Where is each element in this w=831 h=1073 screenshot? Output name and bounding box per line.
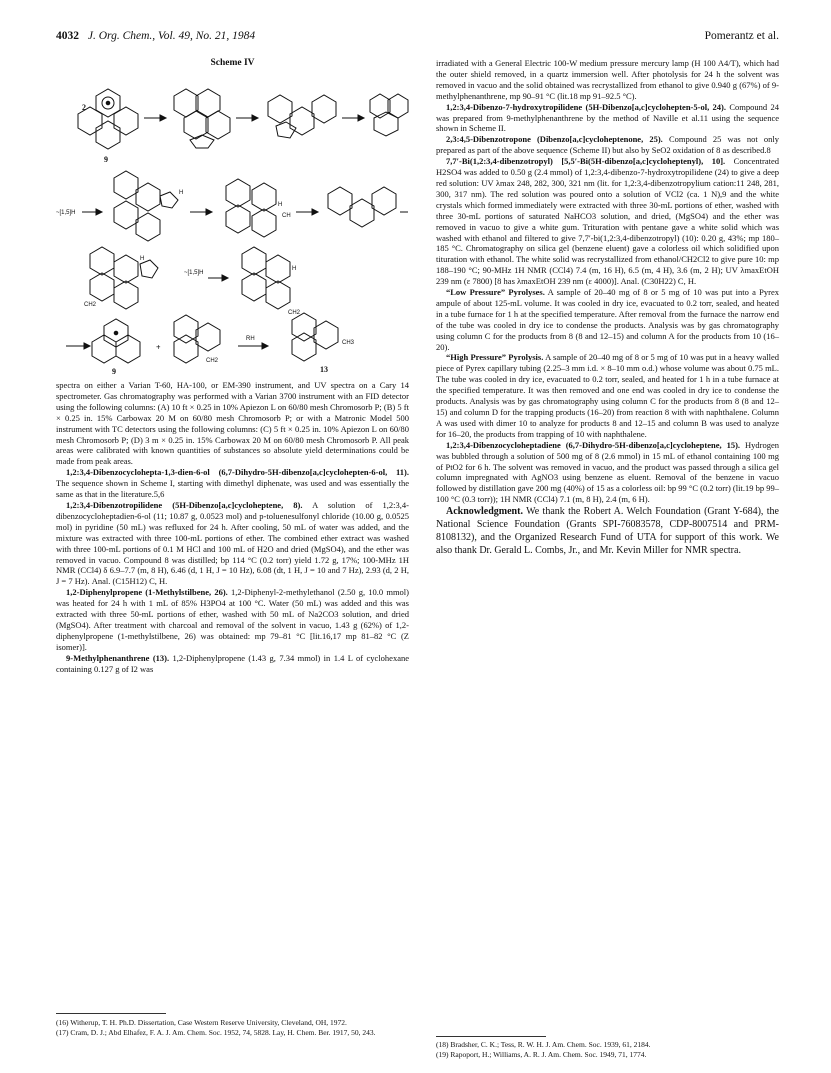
acknowledgment-heading: Acknowledgment. (446, 506, 523, 518)
high-pressure-body: A sample of 20–40 mg of 8 or 5 mg of 10 was put in a heavy walled piece of Pyrex capillary tubing (2.25–3 mm i.d. × 8–10 mm o.d.) whose volume was about 0.75 mL. The tube was cooled in dry ice, evacuated to 0.2 torr, sealed, and heated for 1 h in a tube furnace at the specified temperature. It was then removed and one end was cooled in dry ice to condense the products. Analysis was by gas chromatography using column C for the products from 8 (8 and 12–15) and column D for the trapping products (16–20) from reaction 8 with with naphthalene. Column A was used with dimer 10 to analyze for products 8 and 12–15 and column B was used to analyze for 16–20, the products from trapping of 10 with naphthalene. (436, 352, 780, 439)
arrow-head-9 (84, 343, 90, 349)
label-h-1: H (179, 190, 184, 196)
structure-row2-b (226, 179, 276, 237)
compound-26-heading: 1,2-Diphenylpropene (1-Methylstilbene, 26). (66, 587, 228, 598)
structure-2 (78, 89, 138, 149)
structure-13 (292, 313, 338, 361)
arrow-head-10 (262, 343, 268, 349)
compound-10-heading: 7,7′-Bi(1,2:3,4-dibenzotropyl) [5,5′-Bi(5H-dibenzo[a,c]cycloheptenyl), 10]. (446, 156, 726, 167)
compound-11-body: The sequence shown in Scheme I, starting with dimethyl diphenate, was used and was essentially the same as that in the literature.5,6 (56, 478, 409, 500)
footnotes-right (436, 1040, 779, 1059)
structure-row1-c (268, 95, 336, 138)
footnote-18: (18) Bradsher, C. K.; Tess, R. W. H. J. Am. Chem. Soc. 1939, 61, 2184. (436, 1040, 651, 1049)
acknowledgment-paragraph (436, 505, 779, 557)
footnote-16: (16) Witherup, T. H. Ph.D. Dissertation, Case Western Reserve University, Cleveland, OH, 1972. (56, 1018, 347, 1027)
label-9b: 9 (112, 367, 116, 376)
structure-row3-a (90, 247, 158, 309)
compound-10-body: Concentrated H2SO4 was added to 0.50 g (2.4 mmol) of 1,2:3,4-dibenzo-7-hydroxytropilidene (24) to give a deep red solution: UV λmax 248, 282, 300, 321 nm (lit. for 1,2:3,4-dibenzotropylium cation:11 248, 281, 300, 317 nm). The red solution was poured onto a solution of VCl2 (ca. 1 N),9 and the white crystals which formed immediately were extracted with three 30-mL portions of ether, washed with three 30-mL portions of saturated NaHCO3 solution, and dried, (MgSO4) and the ether was removed in vacuo to give a white gum. Trituration with pentane gave a white solid which was washed with ethanol and filtered to give 7,7′-bi(1,2:3,4-dibenzotropyl) (10): 0.20 g, 43%; mp 180–185 °C. Chromatography on silica gel (benzene eluent) gave a colorless oil which solidified upon tituration with ethanol. The white solid was recrystallized from ethanol/CH2Cl2 to give pure 10: mp 188–190 °C; 90-MHz 1H NMR (CCl4) 7.4 (m, 16 H), 6.5 (m, 4 H), 3.6 (m, 2 H); UV λmaxEtOH 239 nm (ε 7800) [8 has λmaxEtOH 239 nm (ε 4000)]. Anal. (C30H22) C, H. (436, 156, 779, 287)
label-2: 2 (82, 103, 86, 112)
compound-25-heading: 2,3:4,5-Dibenzotropone (Dibenzo[a,c]cycloheptenone, 25). (446, 134, 663, 145)
structure-row3-b (242, 247, 290, 309)
left-column (56, 380, 409, 674)
header-left (56, 30, 255, 42)
acknowledgment-body: We thank the Robert A. Welch Foundation (Grant Y-684), the National Science Foundation (Grants SPI-76083578, CDP-8007514 and PRM-8108132), and the Organized Research Fund of UTA for support of this work. We also thank Dr. Gerald L. Combs, Jr., and Mr. Kevin Miller for NMR spectra. (436, 506, 779, 557)
arrow-head-3 (358, 115, 364, 121)
compound-11-paragraph (56, 467, 409, 500)
low-pressure-heading: “Low Pressure” Pyrolyses. (446, 287, 545, 298)
page-number: 4032 (56, 30, 79, 42)
label-ch2-a: CH2 (84, 302, 97, 308)
arrow-head-1 (160, 115, 166, 121)
structure-row1-b (174, 89, 230, 148)
running-header (56, 30, 779, 46)
label-shift-1: ~[1,5]H (56, 210, 76, 216)
structure-row1-d (370, 94, 408, 136)
compound-15-paragraph (436, 440, 779, 505)
journal-citation: J. Org. Chem., Vol. 49, No. 21, 1984 (87, 30, 256, 42)
label-rh: RH (246, 336, 255, 342)
compound-25-paragraph (436, 134, 779, 156)
plus-sign: + (156, 343, 161, 352)
arrow-head-2 (252, 115, 258, 121)
label-h-2: H (278, 202, 283, 208)
arrow-head-6 (312, 209, 318, 215)
compound-8-paragraph (56, 500, 409, 587)
instrument-paragraph: spectra on either a Varian T-60, HA-100, or EM-390 instrument, and UV spectra on a Cary 14 spectrometer. Gas chromatography was performed with a Varian 3700 instrument with an FID detector using the following columns: (A) 10 ft × 0.25 in 10% Apiezon L on 60/80 mesh Chromosorb P; (B) 5 ft × 0.25 in. 15% Carbowax 20 M on 60/80 mesh Chromosorb P; or with a Matronic Model 500 instrument with TC detectors using the following columns: (C) 5 ft × 0.25 in. 10% Apiezon L on 60/80 mesh Chromosorb P; (D) 3 m × 0.25 in. 15% Carbowax 20 M on 60/80 mesh Chromosorb P. All peak areas were calibrated with known quantities of substances so absolute yield determinations could be made from peak areas. (56, 380, 409, 467)
label-9a: 9 (104, 155, 108, 164)
label-13: 13 (320, 365, 328, 374)
footnotes-left (56, 1018, 409, 1037)
arrow-head-8 (222, 275, 228, 281)
compound-26-body: 1,2-Diphenyl-2-methylethanol (2.50 g, 10.0 mmol) was heated for 24 h with 1 mL of 85% H3PO4 at 100 °C. Water (50 mL) was added and this was extracted with three 50-mL portions of ether, washed with 50 mL of Na2CO3 solution, and dried (MgSO4). After treatment with charcoal and removal of the solvent in vacuo, 1.43 g (62%) of 1,2-diphenylpropene (1-methylstilbene, 26) was obtained: mp 79–81 °C [lit.16,17 mp 81–82 °C (Z isomer)]. (56, 587, 409, 652)
photolysis-paragraph: irradiated with a General Electric 100-W medium pressure mercury lamp (H 100 A4/T), which had the outer shield removed, in a quartz immersion well. After photolysis for 24 h the solvent was removed in vacuo and the solid obtained was recrystallized from ethanol to give 0.940 g (67%) of 9-methylphenanthrene, mp 90–91 °C (lit.18 mp 91–92.5 °C). (436, 58, 779, 101)
right-column (436, 58, 779, 557)
label-ch3: CH3 (342, 340, 355, 346)
high-pressure-heading: “High Pressure” Pyrolysis. (446, 352, 544, 363)
compound-10-paragraph (436, 156, 779, 287)
compound-15-heading: 1,2:3,4-Dibenzocycloheptadiene (6,7-Dihydro-5H-dibenzo[a,c]cycloheptene, 15). (446, 439, 741, 450)
scheme-title: Scheme IV (210, 58, 255, 68)
structure-9 (92, 319, 140, 363)
compound-24-paragraph (436, 102, 779, 135)
low-pressure-body: A sample of 20–40 mg of 8 or 5 mg of 10 was put into a Pyrex ampule of about 125-mL volume. It was cooled in dry ice, evacuated to 0.2 torr, sealed, and heated in a tube furnace for 1 h at the specified temperature. After removal from the furnace the narrow end of the tube was cooled in dry ice to condense the products. Analysis was by gas chromatography using column C for the products from 8 (8 and 12–15) and column A for the products from 10 (16–20). (436, 287, 779, 352)
compound-8-heading: 1,2:3,4-Dibenzotropilidene (5H-Dibenzo[a,c]cycloheptene, 8). (66, 499, 303, 510)
footnote-17: (17) Cram, D. J.; Abd Elhafez, F. A. J. Am. Chem. Soc. 1952, 74, 5828. Lay, H. Chem. Ber. 1917, 50, 243. (56, 1027, 376, 1037)
structure-row2-c (328, 187, 396, 227)
header-authors: Pomerantz et al. (704, 30, 779, 42)
compound-25-body: Compound 25 was not only prepared as part of the above sequence (Scheme II) but also by SeO2 oxidation of 8 as described.8 (436, 134, 779, 156)
label-h-4: H (292, 266, 297, 272)
compound-15-body: Hydrogen was bubbled through a solution of 500 mg of 8 (2.6 mmol) in 15 mL of ethanol containing 100 mg of PtO2 for 6 h. The solvent was removed in vacuo, and the product was passed through a silica gel column impregnated with AgNO3 using benzene as eluent. Removal of the benzene in vacuo followed by distillation gave 200 mg (40%) of 15 as a colorless oil: bp 99 °C (0.2 torr) (lit.19 bp 99–100 °C (0.3 torr)); 1H NMR (CCl4) 7.1 (m, 8 H), 2.4 (m, 6 H). (436, 439, 779, 505)
structure-radical (174, 315, 220, 363)
low-pressure-paragraph (436, 287, 779, 352)
arrow-head-5 (206, 209, 212, 215)
footnote-rule-left (56, 1013, 166, 1014)
compound-13-body: 1,2-Diphenylpropene (1.43 g, 7.34 mmol) in 1.4 L of cyclohexane containing 0.127 g of I2 was (56, 652, 409, 674)
compound-8-body: A solution of 1,2:3,4-dibenzocycloheptadien-6-ol (11; 10.87 g, 0.0523 mol) and p-toluenesulfonyl chloride (10.00 g, 0.0525 mol) in pyridine (50 mL) was refluxed for 24 h. After cooling, 50 mL of water was added, and the mixture was extracted with three 100-mL portions of ether. The combined ether extract was washed with three 100-mL portions of 0.1 M HCl and 100 mL of H2O and dried (MgSO4), and the ether was removed in vacuo. Compound 8 was distilled; bp 114 °C (0.2 torr) yield 1.72 g, 17%; 100-MHz 1H NMR (CCl4) δ 6.9–7.7 (m, 8 H), 6.46 (d, 1 H, J = 10 Hz), 6.08 (dt, 1 H, J = 10 and 7 Hz), 2.93 (d, 2 H, J = 7 Hz). Anal. (C15H12) C, H. (56, 499, 409, 587)
label-h-3: H (140, 256, 145, 262)
compound-26-paragraph (56, 587, 409, 652)
footnote-rule-right (436, 1036, 546, 1037)
compound-24-heading: 1,2:3,4-Dibenzo-7-hydroxytropilidene (5H-Dibenzo[a,c]cyclohepten-5-ol, 24). (446, 101, 727, 112)
arrow-head-4 (96, 209, 102, 215)
label-ch2-b: CH2 (288, 310, 301, 316)
compound-13-paragraph (56, 653, 409, 675)
reaction-scheme (56, 66, 409, 376)
structure-row2-a (114, 171, 178, 241)
footnote-19: (19) Rapoport, H.; Williams, A. R. J. Am. Chem. Soc. 1949, 71, 1774. (436, 1049, 647, 1059)
high-pressure-paragraph (436, 352, 779, 439)
compound-13-heading: 9-Methylphenanthrene (13). (66, 652, 170, 663)
compound-24-body: Compound 24 was prepared from 9-methylphenanthrene by the method of Naville et al.11 using the sequence shown in Scheme II. (436, 101, 779, 134)
compound-11-heading: 1,2:3,4-Dibenzocyclohepta-1,3-dien-6-ol (6,7-Dihydro-5H-dibenzo[a,c]cyclohepten-6-ol, 11). (66, 467, 409, 478)
label-ch2-c: CH2 (206, 358, 219, 364)
label-ch: CH (282, 213, 291, 219)
label-shift-2: ~[1,5]H (184, 270, 204, 276)
